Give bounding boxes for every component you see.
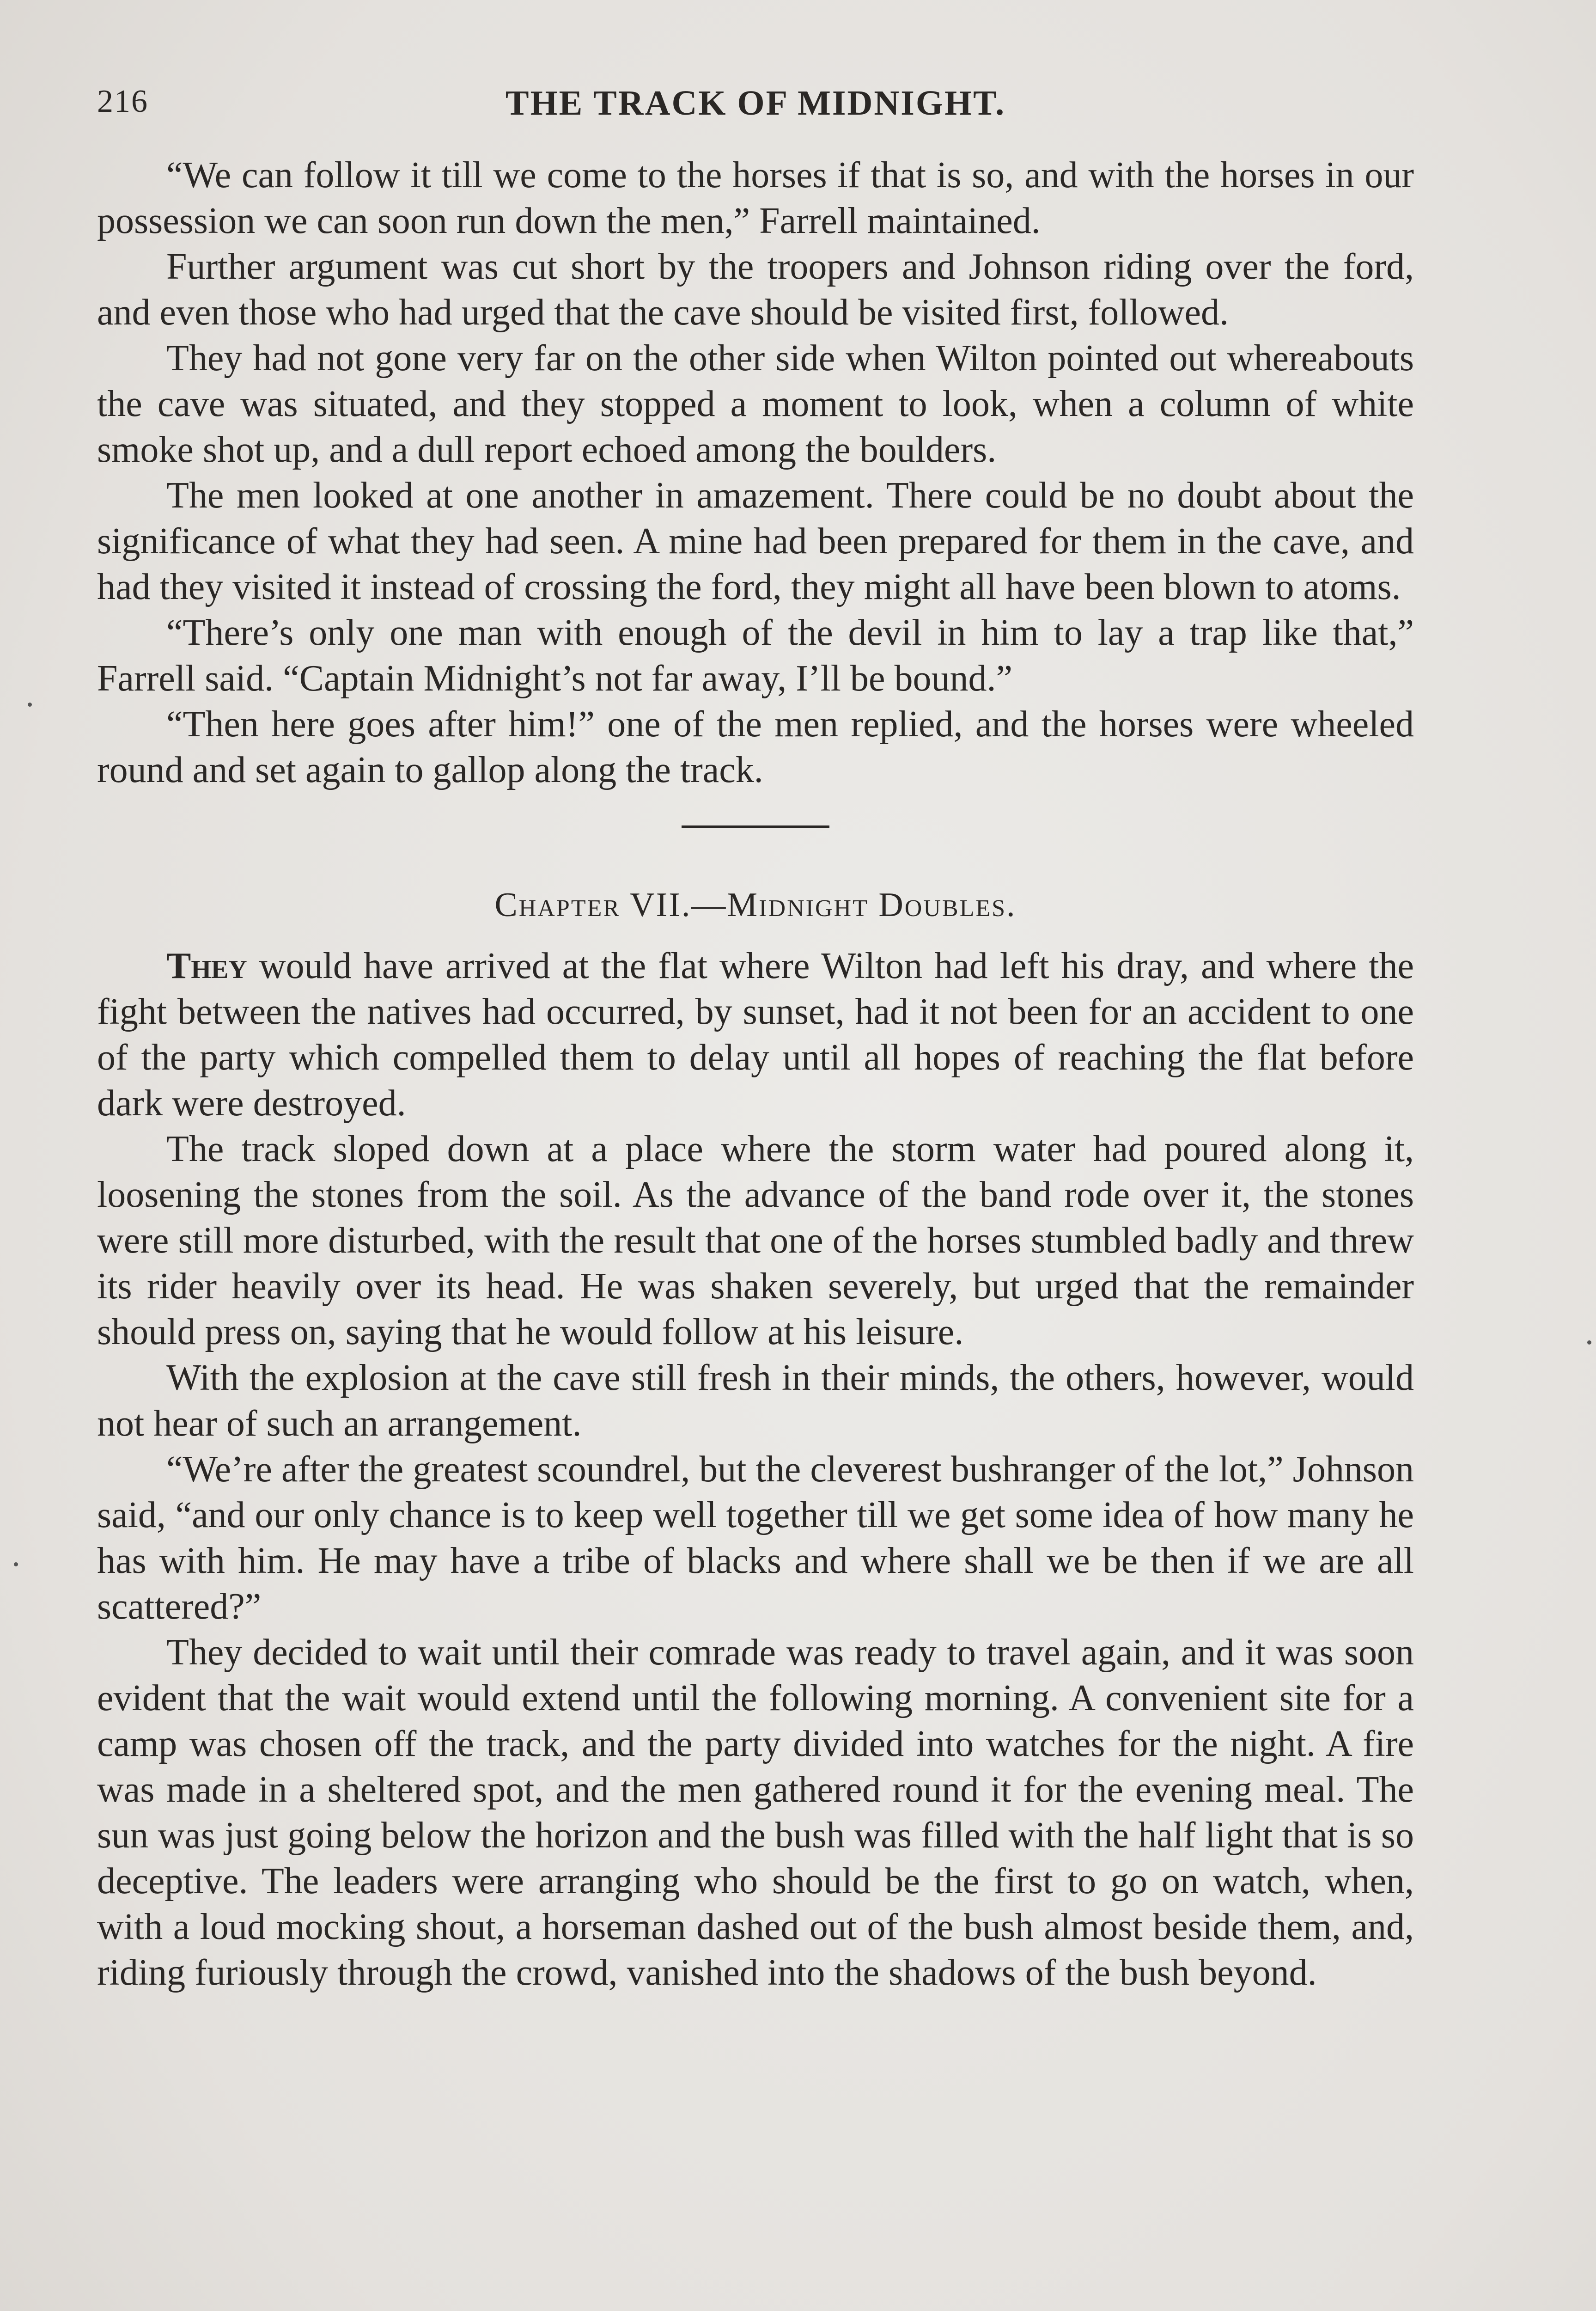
lead-word: They bbox=[166, 946, 247, 986]
paragraph: They decided to wait until their comrade was ready to travel again, and it was soon evident that the wait would extend until the following morning. A convenient site for a camp was chosen off the track, and the party divided into watches for the night. A fire was made in a sheltered spot, and the men gathered round it for the evening meal. The sun was just going below the horizon and the bush was filled with the half light that is so deceptive. The leaders were arranging who should be the first to go on watch, when, with a loud mocking shout, a horseman dashed out of the bush almost beside them, and, riding furiously through the crowd, vanished into the shadows of the bush beyond. bbox=[97, 1632, 1414, 1993]
paragraph: With the explosion at the cave still fresh in their minds, the others, however, would not hear of such an arrangement. bbox=[97, 1357, 1414, 1444]
paragraph: Further argument was cut short by the troopers and Johnson riding over the ford, and even those who had urged that the cave should be visited first, followed. bbox=[97, 246, 1414, 333]
page-number: 216 bbox=[97, 84, 148, 119]
paragraph: “There’s only one man with enough of the devil in him to lay a trap like that,” Farrell said. “Captain Midnight’s not far away, I’ll be bound.” bbox=[97, 612, 1414, 699]
section-divider bbox=[682, 825, 829, 828]
paragraph: They had not gone very far on the other side when Wilton pointed out whereabouts the cave was situated, and they stopped a moment to look, when a column of white smoke shot up, and a dull report echoed among the boulders. bbox=[97, 338, 1414, 470]
paragraph: “We’re after the greatest scoundrel, but the cleverest bushranger of the lot,” Johnson said, “and our only chance is to keep well together till we get some idea of how many he has with him. He may have a tribe of blacks and where shall we be then if we are all scattered?” bbox=[97, 1449, 1414, 1627]
running-head: THE TRACK OF MIDNIGHT. bbox=[505, 84, 1006, 122]
print-speck bbox=[14, 1562, 18, 1566]
paragraph: “We can follow it till we come to the horses if that is so, and with the horses in our possession we can soon run down the men,” Farrell maintained. bbox=[97, 155, 1414, 241]
chapter-heading: Chapter VII.—Midnight Doubles. bbox=[494, 886, 1017, 924]
paragraph: The men looked at one another in amazement. There could be no doubt about the significance of what they had seen. A mine had been prepared for them in the cave, and had they visited it instead of crossing the ford, they might all have been blown to atoms. bbox=[97, 475, 1414, 607]
print-speck bbox=[28, 703, 32, 707]
body-text bbox=[97, 153, 1414, 1996]
chapter-first-paragraph bbox=[97, 943, 1414, 1126]
paragraph: The track sloped down at a place where the storm water had poured along it, loosening the stones from the soil. As the advance of the band rode over it, the stones were still more disturbed, with the result that one of the horses stumbled badly and threw its rider heavily over its head. He was shaken severely, but urged that the remainder should press on, saying that he would follow at his leisure. bbox=[97, 1129, 1414, 1352]
print-speck bbox=[1587, 1340, 1591, 1345]
paragraph: “Then here goes after him!” one of the men replied, and the horses were wheeled round and set again to gallop along the track. bbox=[97, 704, 1414, 790]
page-header bbox=[97, 83, 1414, 134]
paragraph-rest: would have arrived at the flat where Wilton had left his dray, and where the fight between the natives had occurred, by sunset, had it not been for an accident to one of the party which compelled them to delay until all hopes of reaching the flat before dark were destroyed. bbox=[97, 946, 1414, 1124]
